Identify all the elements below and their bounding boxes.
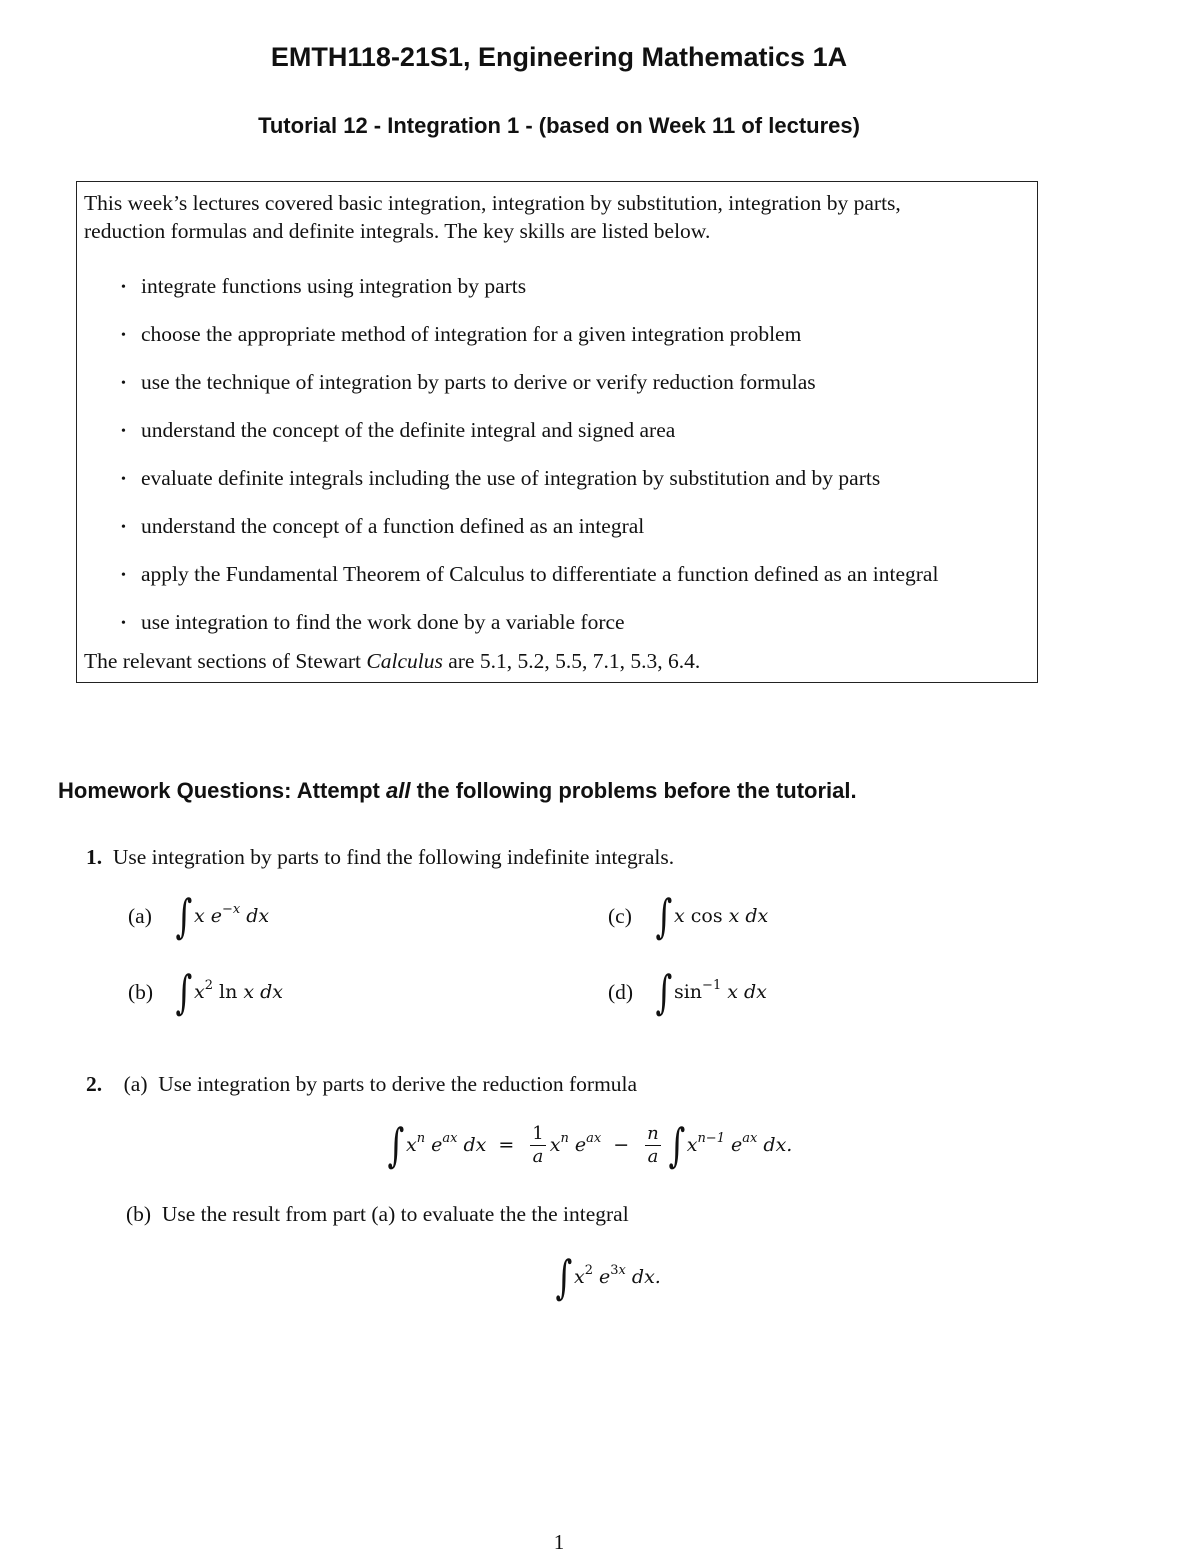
formula-term-1: $x^n$ $e^{ax}$ [549,1131,602,1156]
question-1a [128,889,270,943]
homework-heading-prefix: Homework Questions: Attempt [58,778,386,803]
question-1d [608,965,767,1019]
bullet-icon: • [121,376,126,391]
skill-item-text: apply the Fundamental Theorem of Calculus to differentiate a function defined as an integral [141,562,939,586]
integral-sign-icon: ∫ [655,965,673,1019]
integral-sign-icon: ∫ [668,1118,686,1172]
question-2 [86,1072,637,1097]
integral-sign-icon: ∫ [555,1250,573,1304]
skills-footer-prefix: The relevant sections of Stewart [84,649,367,673]
skill-item [121,368,816,398]
question-1d-expression: $\sin^{-1} x$ dx [673,978,767,1003]
question-2-number: 2. [86,1072,103,1096]
formula-lhs: $x^n$ $e^{ax}$ dx [405,1131,487,1156]
skill-item [121,320,801,350]
question-1c-expression: x cos x dx [673,905,769,927]
formula-term-2: $x^{n-1}$ $e^{ax}$ dx. [686,1131,793,1156]
bullet-icon: • [121,568,126,583]
question-1-number: 1. [86,845,103,869]
question-1d-label: (d) [608,979,634,1004]
question-1a-label: (a) [128,903,152,928]
skill-item [121,608,625,638]
homework-heading [58,778,857,804]
question-2a-text: Use integration by parts to derive the reduction formula [158,1072,638,1096]
bullet-icon: • [121,616,126,631]
bullet-icon: • [121,424,126,439]
formula-equals: = [498,1134,515,1156]
skill-item-text: evaluate definite integrals including the use of integration by substitution and by parts [141,466,881,490]
question-2b-expression: $x^2$ $e^{3x}$ dx. [573,1263,661,1288]
question-1b-label: (b) [128,979,154,1004]
skills-footer [84,647,700,675]
question-1c [608,889,769,943]
skill-item-text: understand the concept of a function defined as an integral [141,514,645,538]
skills-footer-book: Calculus [366,649,443,673]
bullet-icon: • [121,280,126,295]
question-2b-text: Use the result from part (a) to evaluate the the integral [161,1202,629,1226]
bullet-icon: • [121,520,126,535]
page-number: 1 [553,1530,565,1554]
skills-intro [84,189,1029,245]
homework-heading-suffix: the following problems before the tutorial. [410,778,857,803]
skill-item-text: choose the appropriate method of integration for a given integration problem [141,322,802,346]
skill-item-text: use the technique of integration by parts to derive or verify reduction formulas [141,370,816,394]
question-1 [86,845,674,870]
skill-item [121,560,938,590]
question-1a-expression: x $e^{-x}$ dx [193,902,270,927]
bullet-icon: • [121,472,126,487]
integral-sign-icon: ∫ [387,1118,405,1172]
skills-intro-line-2: reduction formulas and definite integrals. The key skills are listed below. [84,219,711,243]
integral-sign-icon: ∫ [175,889,193,943]
skills-intro-line-1: This week’s lectures covered basic integration, integration by substitution, integration by parts, [84,191,901,215]
skill-item [121,416,675,446]
skills-box [76,181,1038,683]
formula-minus: − [613,1134,630,1156]
question-1c-label: (c) [608,903,632,928]
skill-item-text: integrate functions using integration by parts [141,274,527,298]
question-2a-label: (a) [123,1072,148,1096]
bullet-icon: • [121,328,126,343]
skill-item-text: use integration to find the work done by a variable force [141,610,625,634]
integral-sign-icon: ∫ [655,889,673,943]
formula-fraction-1-over-a: $\frac{1}{a}$ [532,1122,544,1167]
question-1-text: Use integration by parts to find the following indefinite integrals. [112,845,675,869]
reduction-formula [384,1118,793,1172]
question-2b-integral [552,1250,661,1304]
question-2b-label: (b) [126,1202,152,1226]
question-2b [126,1202,629,1227]
skill-item [121,272,526,302]
skills-footer-suffix: are 5.1, 5.2, 5.5, 7.1, 5.3, 6.4. [442,649,701,673]
integral-sign-icon: ∫ [175,965,193,1019]
skill-item-text: understand the concept of the definite integral and signed area [141,418,676,442]
document-title: EMTH118-21S1, Engineering Mathematics 1A [270,42,848,72]
formula-fraction-n-over-a: $\frac{n}{a}$ [647,1122,659,1167]
homework-heading-emphasis: all [386,778,411,803]
question-1b [128,965,284,1019]
question-1b-expression: $x^2$ ln x dx [193,978,284,1003]
document-subtitle: Tutorial 12 - Integration 1 - (based on Week 11 of lectures) [258,113,860,138]
skill-item [121,512,644,542]
skill-item [121,464,880,494]
